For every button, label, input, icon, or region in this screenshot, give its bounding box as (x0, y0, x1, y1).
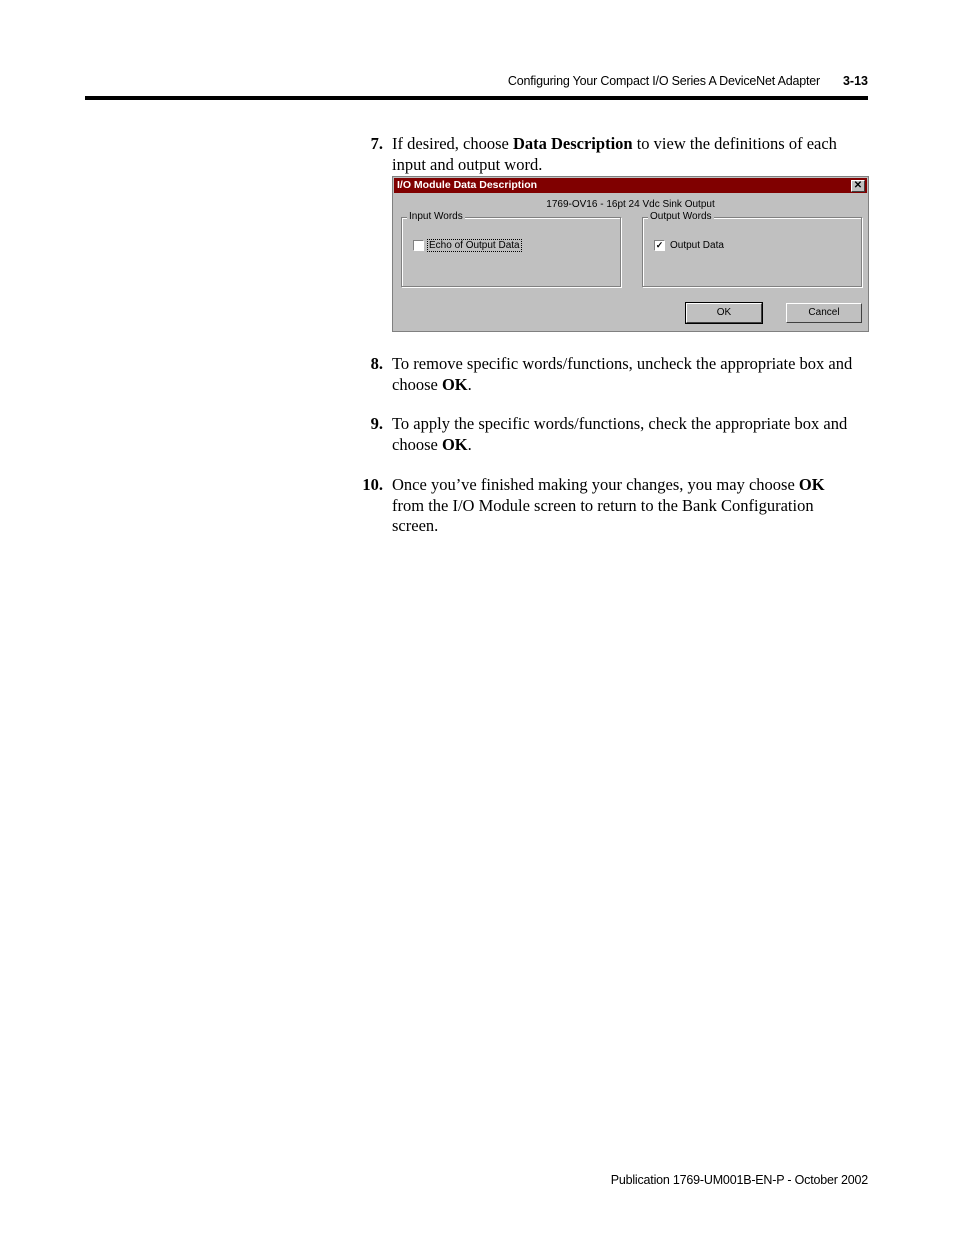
page-number: 3-13 (842, 74, 868, 88)
step-text (392, 475, 860, 537)
step-text-part: To remove specific words/functions, uncheck the appropriate box and choose (392, 354, 853, 394)
header-rule (85, 96, 868, 100)
cancel-button[interactable]: Cancel (786, 303, 862, 323)
echo-output-data-option[interactable] (413, 240, 521, 251)
output-words-legend: Output Words (650, 211, 712, 222)
chapter-title: Configuring Your Compact I/O Series A DeviceNet Adapter (507, 74, 820, 88)
step-8 (355, 354, 860, 395)
step-emphasis: OK (798, 475, 825, 494)
step-text-part: To apply the specific words/functions, check the appropriate box and choose (392, 414, 848, 454)
step-9 (355, 414, 860, 455)
step-number: 10. (362, 475, 383, 494)
output-data-checkbox[interactable]: ✓ (655, 240, 664, 250)
step-number: 9. (370, 414, 383, 433)
step-text-part: . (467, 434, 472, 454)
echo-output-data-checkbox[interactable] (413, 240, 424, 251)
step-text (392, 354, 860, 395)
output-words-group (642, 211, 862, 287)
step-text-part: . (467, 374, 472, 394)
step-10 (355, 475, 860, 537)
close-icon[interactable]: ✕ (851, 180, 865, 192)
step-emphasis: OK (441, 374, 468, 394)
step-number: 7. (370, 134, 383, 153)
output-data-option[interactable] (654, 240, 725, 251)
step-number: 8. (370, 354, 383, 373)
step-emphasis: OK (441, 434, 468, 454)
echo-output-data-label[interactable]: Echo of Output Data (429, 240, 520, 251)
step-text-part: If desired, choose (392, 134, 513, 153)
step-text (392, 134, 860, 175)
input-words-group (401, 211, 621, 287)
step-text-part: to view the definitions of each input and output word. (392, 134, 837, 174)
output-data-label[interactable]: Output Data (670, 240, 724, 251)
input-words-legend: Input Words (409, 211, 463, 222)
page-header (85, 72, 868, 92)
data-description-dialog (392, 176, 869, 332)
dialog-titlebar (394, 178, 867, 193)
ok-button[interactable]: OK (686, 303, 762, 323)
step-text-part: Once you’ve finished making your changes, you may choose (392, 475, 799, 494)
publication-footer: Publication 1769-UM001B-EN-P - October 2002 (610, 1173, 868, 1187)
module-name: 1769-OV16 - 16pt 24 Vdc Sink Output (546, 199, 715, 210)
step-text (392, 414, 860, 455)
step-text-part: from the I/O Module screen to return to the Bank Configuration screen. (392, 495, 814, 535)
dialog-title: I/O Module Data Description (397, 179, 538, 191)
step-7 (355, 134, 860, 175)
step-emphasis: Data Description (512, 134, 633, 153)
